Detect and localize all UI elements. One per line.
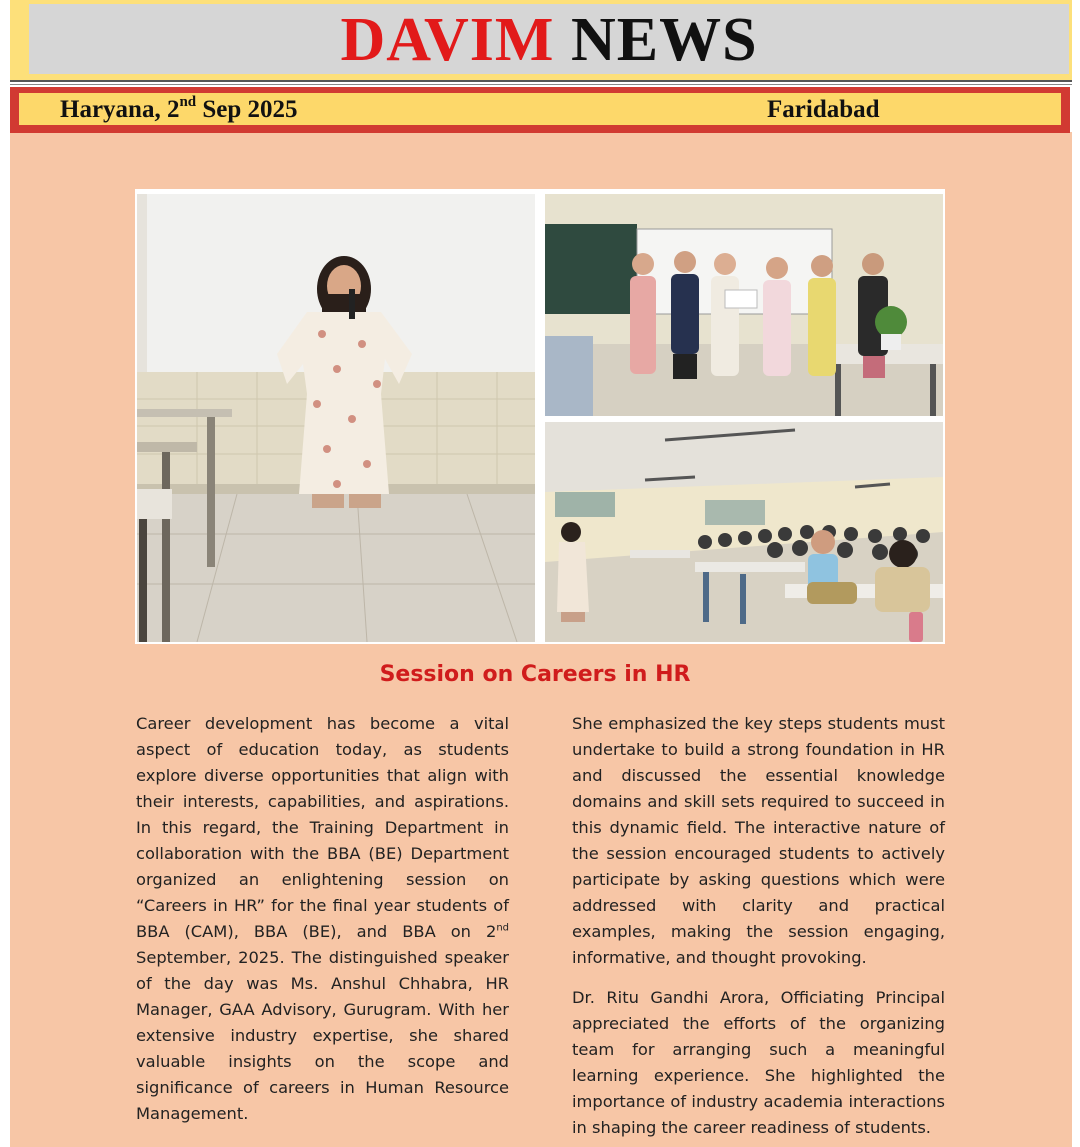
masthead	[10, 0, 1072, 80]
photo-collage	[135, 189, 945, 644]
dateline-bar	[10, 87, 1070, 133]
dateline-location: Haryana, 2	[60, 96, 180, 123]
speaker-photo-image	[137, 194, 535, 642]
group-photo	[545, 194, 943, 416]
article-headline: Session on Careers in HR	[379, 662, 691, 687]
masthead-banner	[29, 4, 1069, 74]
dateline-city: Faridabad	[767, 96, 880, 123]
title-davim: DAVIM	[340, 6, 555, 74]
masthead-rule-thin	[10, 84, 1072, 85]
dateline	[19, 93, 1061, 125]
left-column-date-suffix: nd	[496, 922, 509, 934]
dateline-date	[60, 96, 298, 124]
title-news: NEWS	[570, 6, 758, 74]
newspaper-title	[29, 4, 1069, 76]
article-left-column	[136, 711, 509, 1127]
article-right-column	[572, 711, 945, 1141]
right-column-paragraph-1: She emphasized the key steps students must undertake to build a strong foundation in HR and discussed the essential knowledge domains and skill sets required to succeed in this dynamic field. The interactive nature of the session encouraged students to actively participate by asking questions which were addressed with clarity and practical examples, making the session engaging, informative, and thought provoking.	[572, 714, 945, 967]
group-photo-image	[545, 194, 943, 416]
left-column-paragraph	[136, 711, 509, 1127]
speaker-photo	[137, 194, 535, 642]
right-column-paragraph-2: Dr. Ritu Gandhi Arora, Officiating Principal appreciated the efforts of the organizing team for arranging such a meaningful learning experience. She highlighted the importance of industry academia interactions in shaping the career readiness of students.	[572, 988, 945, 1137]
dateline-day-suffix: nd	[179, 94, 197, 110]
dateline-month-year: Sep 2025	[202, 96, 298, 123]
audience-photo-image	[545, 422, 943, 642]
left-column-text-part2: September, 2025. The distinguished speaker of the day was Ms. Anshul Chhabra, HR Manager, GAA Advisory, Gurugram. With her extensive industry expertise, she shared valuable insights on the scope and significance of careers in Human Resource Management.	[136, 948, 509, 1123]
audience-photo	[545, 422, 943, 642]
masthead-rule	[10, 80, 1072, 82]
left-column-text-part1: Career development has become a vital aspect of education today, as students explore diverse opportunities that align with their interests, capabilities, and aspirations. In this regard, the Training Department in collaboration with the BBA (BE) Department organized an enlightening session on “Careers in HR” for the final year students of BBA (CAM), BBA (BE), and BBA on 2	[136, 714, 509, 941]
